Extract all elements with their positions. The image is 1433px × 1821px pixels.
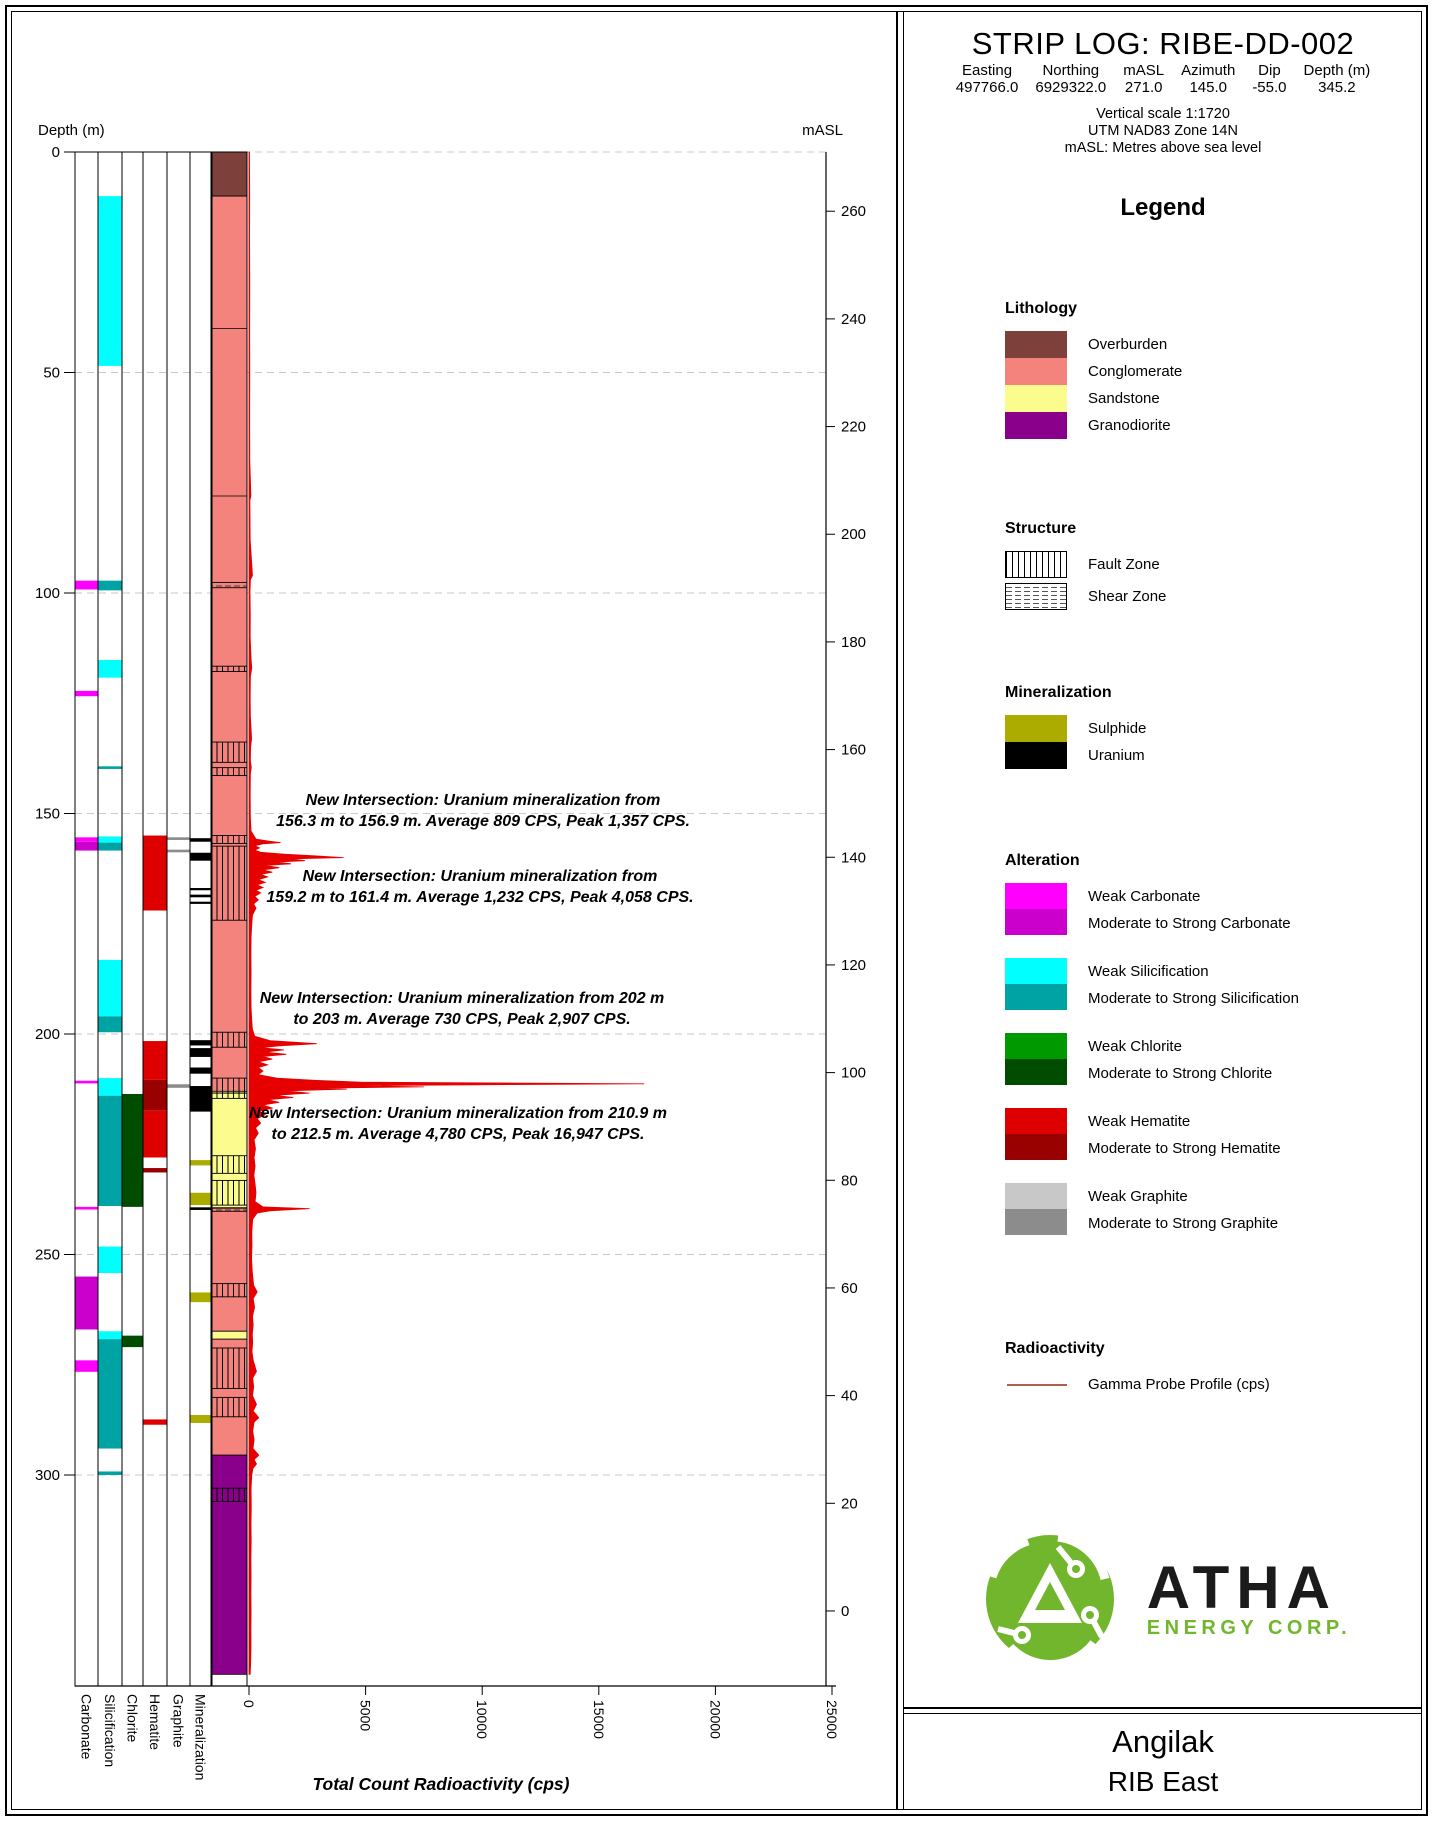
legend-color-swatch [1005,358,1067,385]
fault-zone [212,1180,247,1205]
footer-divider [904,1707,1421,1709]
depth-tick-label: 250 [34,1246,60,1264]
legend-section-mineralization [1005,684,1146,769]
weak-label: Weak Chlorite [1088,1038,1182,1055]
survey-field-value: 6929322.0 [1035,79,1107,96]
fault-zone [212,1348,247,1389]
silicification-interval [98,843,122,851]
legend-color-swatch [1005,385,1067,412]
weak-swatch [1005,1108,1067,1134]
strong-swatch [1005,1209,1067,1235]
alteration-legend-pair [1005,1033,1273,1108]
map-note: Vertical scale 1:1720 [1096,106,1230,122]
map-notes [905,106,1421,157]
legend-item-label: Fault Zone [1088,556,1160,573]
weak-swatch [1005,883,1067,909]
carbonate-interval [75,581,98,590]
lithology-interval [212,1208,247,1331]
cps-tick-label: 0 [241,1700,257,1708]
legend-item [1005,551,1166,578]
legend-item-label: Gamma Probe Profile (cps) [1088,1376,1270,1393]
weak-label: Weak Hematite [1088,1113,1191,1130]
silicification-column-frame [98,152,122,1686]
strong-label: Moderate to Strong Carbonate [1088,915,1291,932]
cps-tick-label: 10000 [474,1700,491,1739]
uranium-interval [190,1048,211,1057]
gamma-probe-profile [249,152,644,1674]
masl-tick-label: 220 [841,418,867,436]
weak-swatch [1005,1033,1067,1059]
fault-zone [212,1093,247,1098]
survey-field-label: Dip [1258,62,1281,79]
legend-item-label: Sandstone [1088,390,1160,407]
fault-zone [212,1156,247,1174]
fault-zone [212,1284,247,1297]
silicification-interval [98,1471,122,1475]
legend-section-structure [1005,520,1166,615]
survey-field-label: Azimuth [1181,62,1236,79]
survey-field [1304,62,1371,96]
weak-swatch [1005,958,1067,984]
carbonate-interval [75,1360,98,1371]
survey-field-value: 271.0 [1124,79,1163,96]
legend-color-swatch [1005,715,1067,742]
atha-logo-emblem [975,1524,1125,1674]
logo-company-name: ATHA [1146,1553,1337,1621]
silicification-interval [98,581,122,591]
survey-field-label: Easting [962,62,1013,79]
legend-item-label: Overburden [1088,336,1168,353]
hematite-interval [143,1041,167,1080]
masl-tick-label: 80 [841,1172,858,1190]
legend-section-radioactivity [1005,1340,1270,1398]
legend-heading: Mineralization [1005,684,1112,701]
hematite-interval [143,1111,167,1158]
fault-zone [212,666,247,671]
survey-field-value: 497766.0 [955,79,1019,96]
masl-tick-label: 120 [841,956,867,974]
silicification-interval [98,1078,122,1096]
chlorite-interval [122,1336,143,1347]
strong-label: Moderate to Strong Silicification [1088,990,1299,1007]
masl-axis [802,122,866,1686]
project-name: Angilak [1112,1724,1214,1759]
legend-item [1005,715,1146,742]
silicification-interval [98,660,122,678]
silicification-interval [98,1096,122,1206]
survey-field-value: 345.2 [1318,79,1356,96]
legend-item [1005,742,1146,769]
masl-tick-label: 0 [841,1602,850,1620]
lithology-interval [212,1331,247,1339]
carbonate-interval [75,1277,98,1330]
lithology-interval [212,196,247,1091]
survey-field-label: Depth (m) [1303,62,1371,79]
silicification-interval [98,1339,122,1448]
fault-zone [212,1078,247,1093]
survey-fields [905,62,1421,96]
shear-zone [212,582,247,587]
legend-item-label: Conglomerate [1088,363,1183,380]
legend-item [1005,412,1182,439]
survey-field-label: Northing [1042,62,1100,79]
survey-field [1035,62,1106,96]
shear-zone [212,1208,247,1212]
project-area: RIB East [1107,1766,1219,1797]
legend-item [1005,385,1182,412]
intersection-annotation: New Intersection: Uranium mineralization from 156.3 m to 156.9 m. Average 809 CPS, Peak 1,357 CPS. [276,792,690,831]
sulphide-interval [190,1193,211,1205]
chlorite-column-frame [122,152,143,1686]
uranium-interval [190,1207,211,1210]
legend-color-swatch [1005,412,1067,439]
sulphide-interval [190,1160,211,1165]
silicification-interval [98,196,122,366]
shear-pattern-swatch [1005,583,1067,610]
carbonate-interval [75,1207,98,1210]
fault-zone [212,846,247,920]
hematite-interval [143,1168,167,1172]
column-label-mineralization: Mineralization [192,1694,209,1781]
legend-title: Legend [1120,194,1206,221]
weak-label: Weak Silicification [1088,963,1209,980]
legend-heading: Radioactivity [1005,1340,1105,1357]
depth-tick-label: 150 [34,805,60,823]
map-note: mASL: Metres above sea level [1064,140,1262,156]
fault-zone [212,1032,247,1047]
depth-tick-label: 100 [34,585,60,602]
legend-color-swatch [1005,331,1067,358]
strong-swatch [1005,909,1067,935]
depth-tick-label: 300 [34,1467,60,1484]
silicification-interval [98,1331,122,1339]
legend-section-alteration [1005,852,1299,1258]
legend-heading: Lithology [1005,300,1077,317]
uranium-interval [190,888,211,890]
masl-tick-label: 140 [841,849,867,867]
depth-tick-label: 200 [34,1026,60,1043]
cps-axis [75,1686,840,1794]
chlorite-interval [122,1094,143,1207]
column-label-silicification: Silicification [102,1694,118,1768]
cps-tick-label: 25000 [824,1700,840,1739]
lithology-interval [212,152,247,196]
strong-swatch [1005,1059,1067,1085]
strong-label: Moderate to Strong Chlorite [1088,1065,1273,1082]
uranium-interval [190,1068,211,1074]
weak-label: Weak Graphite [1088,1188,1188,1205]
column-label-chlorite: Chlorite [124,1694,141,1743]
alteration-legend-pair [1005,883,1291,958]
logo-company-subtitle: ENERGY CORP. [1146,1616,1352,1639]
survey-field [956,62,1019,96]
legend-item [1005,358,1182,385]
legend-item [1005,331,1182,358]
legend-section-lithology [1005,300,1182,439]
strong-swatch [1005,1134,1067,1160]
hematite-column-frame [143,152,167,1686]
depth-axis-label: Depth (m) [38,122,105,139]
hematite-interval [143,1080,167,1111]
cps-tick-label: 20000 [707,1700,724,1739]
silicification-interval [98,766,122,769]
cps-tick-label: 5000 [357,1700,374,1732]
strong-swatch [1005,984,1067,1010]
depth-tick-label: 0 [51,144,60,161]
silicification-interval [98,960,122,1016]
map-note: UTM NAD83 Zone 14N [1088,123,1238,139]
uranium-interval [190,838,211,842]
legend-item [1005,1371,1270,1398]
carbonate-interval [75,842,98,851]
uranium-interval [190,1040,211,1045]
legend-heading: Structure [1005,520,1077,537]
fault-zone [212,836,247,844]
masl-tick-label: 260 [841,203,867,221]
masl-tick-label: 160 [841,741,867,759]
page-title: STRIP LOG: RIBE-DD-002 [971,26,1355,61]
mineralization-column-frame [190,152,211,1686]
survey-field [1181,62,1235,96]
legend-panel [905,12,1421,1707]
survey-field [1123,62,1164,96]
cps-tick-label: 15000 [590,1700,607,1739]
title-block [905,1714,1421,1808]
carbonate-interval [75,691,98,696]
masl-axis-label: mASL [802,122,843,139]
gamma-line-swatch [1007,1384,1067,1386]
masl-tick-label: 20 [841,1495,858,1513]
carbonate-column-frame [75,152,98,1686]
legend-item-label: Sulphide [1088,720,1147,737]
silicification-interval [98,1247,122,1273]
masl-tick-label: 40 [841,1387,858,1405]
survey-field-label: mASL [1123,62,1165,79]
fault-zone [212,768,247,776]
fault-zone [212,742,247,762]
company-logo [905,1524,1421,1674]
intersection-annotation: New Intersection: Uranium mineralization from 159.2 m to 161.4 m. Average 1,232 CPS, Peak 4,058 CPS. [266,867,694,906]
fault-zone [212,1488,247,1501]
masl-tick-label: 180 [841,633,867,651]
uranium-interval [190,853,211,861]
graphite-interval [167,1084,190,1088]
silicification-interval [98,836,122,842]
weak-swatch [1005,1183,1067,1209]
masl-tick-label: 60 [841,1279,858,1297]
legend-item-label: Granodiorite [1088,417,1171,434]
carbonate-interval [75,1081,98,1084]
survey-field-value: 145.0 [1189,79,1227,96]
intersection-annotation: New Intersection: Uranium mineralization from 202 m to 203 m. Average 730 CPS, Peak 2,907 CPS. [259,990,665,1029]
intersection-annotation: New Intersection: Uranium mineralization from 210.9 m to 212.5 m. Average 4,780 CPS, Peak 16,947 CPS. [249,1105,667,1144]
legend-item-label: Uranium [1088,747,1145,764]
masl-tick-label: 200 [841,526,867,544]
hematite-interval [143,1419,167,1424]
strong-label: Moderate to Strong Graphite [1088,1215,1279,1232]
depth-tick-label: 50 [43,364,60,382]
survey-field-value: -55.0 [1252,79,1287,96]
column-label-hematite: Hematite [147,1694,163,1751]
legend-item [1005,583,1166,610]
sulphide-interval [190,1415,211,1423]
masl-tick-label: 100 [841,1064,867,1082]
cps-axis-title: Total Count Radioactivity (cps) [312,1774,570,1794]
uranium-interval [190,902,211,904]
graphite-interval [167,837,190,840]
silicification-interval [98,1016,122,1032]
fault-zone [212,1397,247,1416]
legend-item-label: Shear Zone [1088,588,1167,605]
uranium-interval [190,1086,211,1112]
legend-heading: Alteration [1005,852,1080,869]
weak-label: Weak Carbonate [1088,888,1201,905]
sulphide-interval [190,1292,211,1302]
carbonate-interval [75,837,98,841]
graphite-interval [167,850,190,853]
alteration-legend-pair [1005,958,1299,1033]
survey-field [1252,62,1286,96]
hematite-interval [143,836,167,911]
masl-tick-label: 240 [841,310,867,328]
alteration-legend-pair [1005,1183,1279,1258]
uranium-interval [190,895,211,898]
strong-label: Moderate to Strong Hematite [1088,1140,1281,1157]
column-label-graphite: Graphite [170,1694,187,1748]
column-label-carbonate: Carbonate [78,1694,95,1760]
alteration-legend-pair [1005,1108,1281,1183]
legend-color-swatch [1005,742,1067,769]
graphite-column-frame [167,152,190,1686]
fault-pattern-swatch [1005,551,1067,578]
